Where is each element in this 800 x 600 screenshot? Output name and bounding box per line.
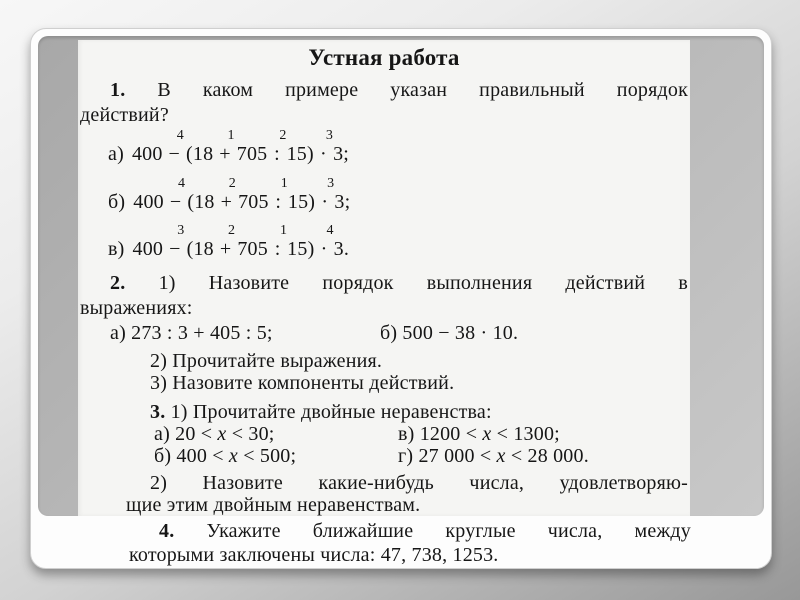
operator-symbol: − [169, 191, 182, 213]
operator-with-order-digit [168, 128, 184, 166]
expression-segment: (18 [186, 238, 214, 260]
operator-symbol: · [321, 191, 329, 213]
operator-symbol: : [274, 238, 281, 260]
exercise-2-line-2: выражениях: [80, 297, 193, 319]
inner-gray-panel [38, 36, 764, 516]
expression-segment: 15) [287, 238, 315, 260]
expression-segment: 3. [333, 238, 350, 260]
expression-segment: 705 [236, 143, 268, 165]
exercise-2-subtask-3: 3) Назовите компоненты действий. [150, 372, 455, 394]
expression-segment: 400 [131, 143, 163, 165]
operator-with-order-digit [220, 176, 236, 214]
operator-with-order-digit [321, 176, 335, 214]
operator-with-order-digit [169, 176, 186, 214]
inequality-b: б) 400 < x < 500; [154, 445, 297, 467]
exercise-3-subtask-2-line-2: щие этим двойным неравенствам. [126, 494, 421, 516]
expression-segment: 400 [133, 191, 164, 213]
expression-segment: (18 [187, 191, 215, 213]
exercise-2-subtask-2: 2) Прочитайте выражения. [150, 350, 383, 372]
operator-symbol: − [169, 238, 181, 260]
page-title: Устная работа [308, 45, 460, 70]
operator-symbol: − [168, 143, 181, 165]
exercise-2-line-1: 2. 1) Назовите порядок выполнения действий в [110, 272, 688, 294]
operator-with-order-digit [273, 128, 287, 166]
operator-symbol: + [219, 143, 231, 165]
exercise-1-option-a [78, 128, 690, 166]
exercise-1-number: 1. [110, 79, 126, 101]
order-digit: 4 [176, 128, 184, 143]
exercise-1-question-line-1: 1. В каком примере указан правильный порядок [110, 79, 688, 101]
operator-symbol: + [219, 238, 232, 260]
expression-segment: 705 [238, 191, 269, 213]
operator-symbol: · [320, 143, 327, 165]
order-digit: 1 [227, 128, 235, 143]
expression-segment: 400 [132, 238, 164, 260]
expression-segment: 705 [237, 238, 268, 260]
expression-segment: (18 [186, 143, 214, 165]
operator-with-order-digit [320, 223, 334, 261]
order-digit: 2 [279, 128, 287, 143]
option-label: а) [108, 143, 124, 165]
exercise-4-line-1: 4. Укажите ближайшие круглые числа, между [159, 520, 691, 542]
operator-symbol: + [220, 191, 233, 213]
order-digit: 2 [228, 223, 236, 238]
exercise-2-number: 2. [110, 272, 126, 294]
inequality-a: а) 20 < x < 30; [154, 423, 275, 445]
expression-segment: 3; [333, 143, 350, 165]
exercise-2-expressions-row [78, 321, 690, 346]
expression-with-order-digits [133, 223, 350, 261]
exercise-4-block [79, 519, 691, 567]
exercise-4-number: 4. [159, 520, 175, 542]
textbook-page [78, 40, 690, 516]
exercise-1-option-b [78, 176, 690, 214]
option-label: в) [108, 238, 125, 260]
order-digit: 3 [327, 176, 335, 191]
exercise-3-subtask-2-line-1: 2) Назовите какие-нибудь числа, удовлетворяю- [150, 472, 688, 494]
exercise-1-question-line-2: действий? [80, 104, 169, 126]
exercise-2-expression-a: а) 273 : 3 + 405 : 5; [110, 322, 273, 344]
operator-with-order-digit [169, 223, 185, 261]
exercise-4-line-2: которыми заключены числа: 47, 738, 1253. [129, 544, 499, 566]
expression-segment: 3; [334, 191, 351, 213]
expression-segment: 15) [287, 191, 316, 213]
operator-with-order-digit [274, 223, 288, 261]
inequality-v: в) 1200 < x < 1300; [398, 423, 560, 445]
exercise-2-expression-b: б) 500 − 38 · 10. [380, 322, 519, 344]
operator-with-order-digit [219, 128, 235, 166]
operator-symbol: : [275, 191, 282, 213]
order-digit: 1 [280, 176, 288, 191]
order-digit: 4 [326, 223, 334, 238]
exercise-3-number: 3. [150, 401, 166, 423]
inequality-g: г) 27 000 < x < 28 000. [398, 445, 589, 467]
exercise-3-inequalities-row-1 [78, 423, 690, 445]
exercise-1-option-v [78, 223, 690, 261]
expression-with-order-digits [133, 176, 350, 214]
operator-with-order-digit [219, 223, 236, 261]
order-digit: 1 [279, 223, 288, 238]
operator-with-order-digit [275, 176, 288, 214]
operator-with-order-digit [320, 128, 334, 166]
order-digit: 2 [228, 176, 236, 191]
operator-symbol: · [320, 238, 328, 260]
option-label: б) [108, 191, 126, 213]
expression-segment: 15) [286, 143, 314, 165]
expression-with-order-digits [132, 128, 349, 166]
operator-symbol: : [274, 143, 280, 165]
order-digit: 3 [177, 223, 185, 238]
exercise-3-inequalities-row-2 [78, 445, 690, 467]
order-digit: 3 [325, 128, 334, 143]
order-digit: 4 [178, 176, 186, 191]
slide-frame [30, 28, 772, 569]
exercise-3-header: 3. 1) Прочитайте двойные неравенства: [150, 401, 492, 423]
